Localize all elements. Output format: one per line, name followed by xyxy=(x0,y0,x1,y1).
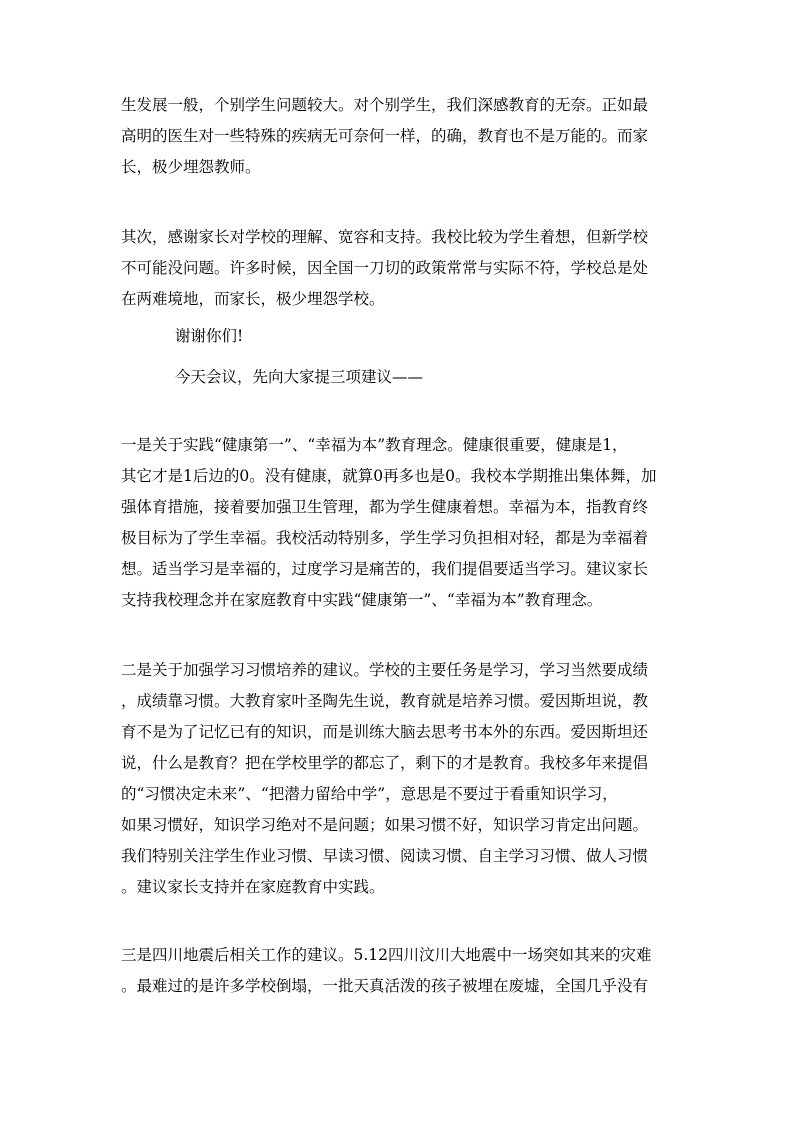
paragraph-2 xyxy=(121,222,681,315)
text-line: 我们特别关注学生作业习惯、早读习惯、阅读习惯、自主学习习惯、做人习惯 xyxy=(121,847,649,865)
text-line: 三是四川地震后相关工作的建议。5.12四川汶川大地震中一场突如其来的灾难 xyxy=(121,946,652,964)
text-line: 在两难境地，而家长，极少埋怨学校。 xyxy=(121,290,385,308)
paragraph-7 xyxy=(121,940,681,1002)
text-line: 谢谢你们! xyxy=(175,327,244,345)
paragraph-6 xyxy=(121,655,681,903)
text-line: 。最难过的是许多学校倒塌，一批天真活泼的孩子被埋在废墟，全国几乎没有 xyxy=(121,977,649,995)
text-line: 支持我校理念并在家庭教育中实践“健康第一”、“幸福为本”教育理念。 xyxy=(121,591,603,609)
text-line: 长，极少埋怨教师。 xyxy=(121,158,261,176)
text-line: 育不是为了记忆已有的知识，而是训练大脑去思考书本外的东西。爱因斯坦还 xyxy=(121,723,649,741)
text-line: 一是关于实践“健康第一”、“幸福为本”教育理念。健康很重要，健康是1， xyxy=(121,436,628,454)
text-line: 其次，感谢家长对学校的理解、宽容和支持。我校比较为学生着想，但新学校 xyxy=(121,228,649,246)
paragraph-1 xyxy=(121,90,681,183)
text-line: ，成绩靠习惯。大教育家叶圣陶先生说，教育就是培养习惯。爱因斯坦说，教 xyxy=(121,692,649,710)
paragraph-4 xyxy=(175,362,735,393)
text-line: 极目标为了学生幸福。我校活动特别多，学生学习负担相对轻，都是为幸福着 xyxy=(121,529,649,547)
text-line: 如果习惯好，知识学习绝对不是问题；如果习惯不好，知识学习肯定出问题。 xyxy=(121,816,649,834)
paragraph-5 xyxy=(121,430,681,616)
text-line: 二是关于加强学习习惯培养的建议。学校的主要任务是学习，学习当然要成绩 xyxy=(121,661,649,679)
text-line: 强体育措施，接着要加强卫生管理，都为学生健康着想。幸福为本，指教育终 xyxy=(121,498,649,516)
text-line: 生发展一般，个别学生问题较大。对个别学生，我们深感教育的无奈。正如最 xyxy=(121,96,649,114)
text-line: 说，什么是教育？把在学校里学的都忘了，剩下的才是教育。我校多年来提倡 xyxy=(121,754,649,772)
paragraph-3 xyxy=(175,321,735,352)
text-line: 。建议家长支持并在家庭教育中实践。 xyxy=(121,878,385,896)
text-line: 想。适当学习是幸福的，过度学习是痛苦的，我们提倡要适当学习。建议家长 xyxy=(121,560,649,578)
text-line: 的“习惯决定未来”、“把潜力留给中学”，意思是不要过于看重知识学习， xyxy=(121,785,618,803)
text-line: 高明的医生对一些特殊的疾病无可奈何一样，的确，教育也不是万能的。而家 xyxy=(121,127,649,145)
text-line: 其它才是1后边的0。没有健康，就算0再多也是0。我校本学期推出集体舞，加 xyxy=(121,467,657,485)
text-line: 今天会议，先向大家提三项建议—— xyxy=(175,368,424,386)
text-line: 不可能没问题。许多时候，因全国一刀切的政策常常与实际不符，学校总是处 xyxy=(121,259,649,277)
